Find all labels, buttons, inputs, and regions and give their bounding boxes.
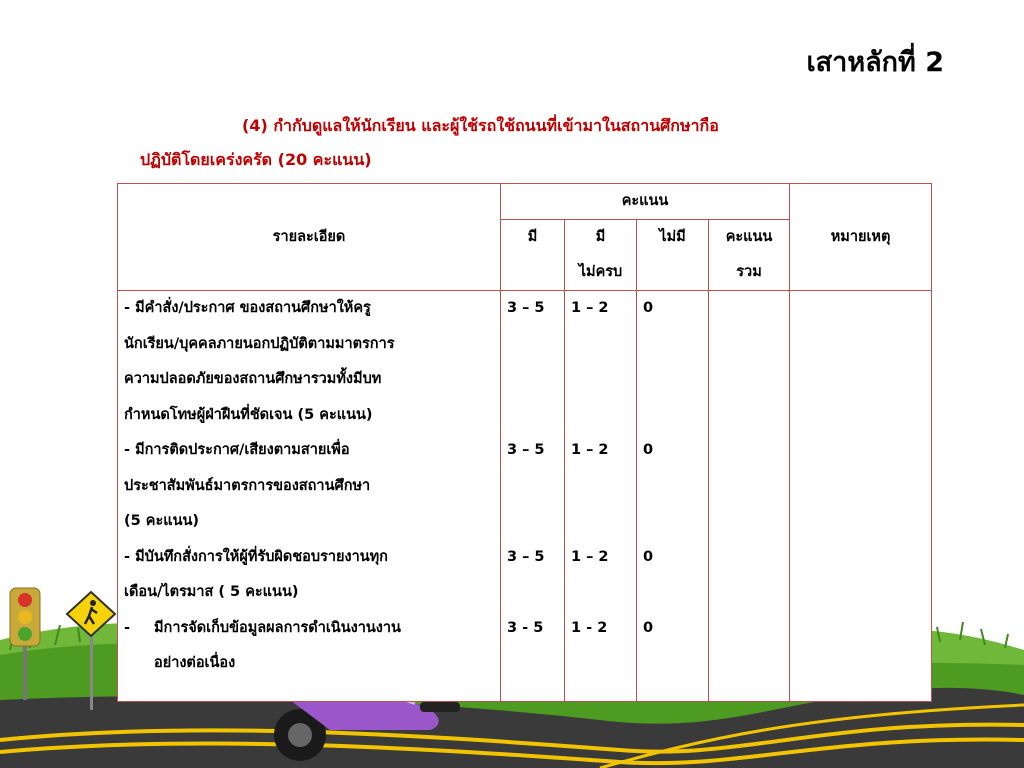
score-none: 0 <box>643 548 654 565</box>
total-column <box>709 291 790 702</box>
header-score-group: คะแนน <box>501 184 790 220</box>
remark-column <box>790 291 932 702</box>
score-none: 0 <box>643 300 654 316</box>
none-column <box>637 291 709 702</box>
table-body-row <box>118 291 932 702</box>
list-item: - มีการติดประกาศ/เสียงตามสายเพื่อ ประชาสัมพันธ์มาตรการของสถานศึกษา (5 คะแนน) <box>124 442 371 529</box>
score-have: 3 – 5 <box>507 442 545 458</box>
header-total: คะแนน รวม <box>709 220 790 291</box>
detail-cell <box>118 291 501 702</box>
section-heading: (4) กำกับดูแลให้นักเรียน และผู้ใช้รถใช้ถนนที่เข้ามาในสถานศึกษากือ <box>242 116 719 135</box>
incomplete-column <box>565 291 637 702</box>
header-detail: รายละเอียด <box>118 184 501 291</box>
score-incomplete: 1 - 2 <box>571 619 608 636</box>
score-have: 3 - 5 <box>507 619 544 636</box>
score-none: 0 <box>643 442 654 458</box>
score-have: 3 – 5 <box>507 300 545 316</box>
list-item: - มีการจัดเก็บข้อมูลผลการดำเนินงานงาน อย่างต่อเนื่อง <box>124 619 401 671</box>
scoring-table <box>117 183 932 702</box>
header-remark: หมายเหตุ <box>790 184 932 291</box>
header-have: มี <box>501 220 565 291</box>
score-incomplete: 1 – 2 <box>571 442 609 458</box>
page-title: เสาหลักที่ 2 <box>806 47 944 78</box>
score-incomplete: 1 – 2 <box>571 300 609 316</box>
score-have: 3 – 5 <box>507 548 545 565</box>
score-incomplete: 1 – 2 <box>571 548 609 565</box>
header-none: ไม่มี <box>637 220 709 291</box>
section-heading-continued: ปฏิบัติโดยเคร่งครัด (20 คะแนน) <box>140 150 372 169</box>
score-none: 0 <box>643 619 654 636</box>
list-item: - มีบันทึกสั่งการให้ผู้ที่รับผิดชอบรายงานทุก เดือน/ไตรมาส ( 5 คะแนน) <box>124 548 388 600</box>
list-item: - มีคำสั่ง/ประกาศ ของสถานศึกษาให้ครู นักเรียน/บุคคลภายนอกปฏิบัติตามมาตรการ ความปลอดภัยของสถานศึกษารวมทั้งมีบท กำหนดโทษผู้ฝ่าฝืนที่ชัดเจน (5 คะแนน) <box>124 300 395 423</box>
have-column <box>501 291 565 702</box>
header-incomplete: มี ไม่ครบ <box>565 220 637 291</box>
